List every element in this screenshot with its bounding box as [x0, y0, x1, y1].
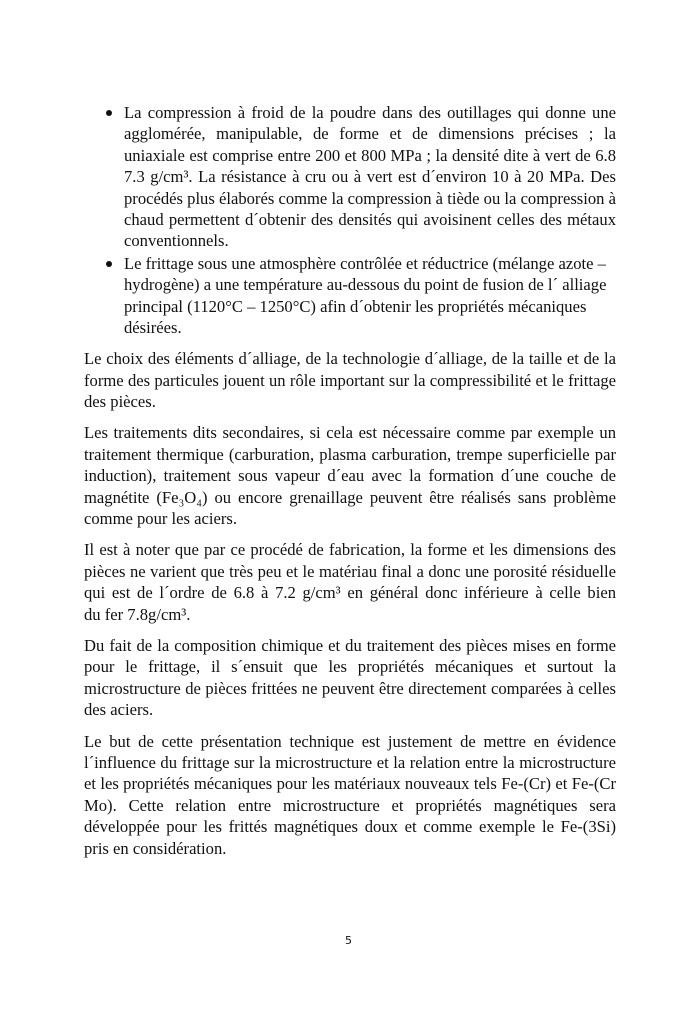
- paragraph: [84, 422, 616, 529]
- paragraph: [84, 348, 616, 412]
- bullet-icon: [106, 110, 112, 116]
- text-line: La compression à froid de la poudre dans des outillages qui donne une: [124, 103, 616, 122]
- text-line: l´influence du frittage sur la microstructure et la relation entre la microstructure: [84, 752, 616, 772]
- text-line: agglomérée, manipulable, de forme et de dimensions précises ; la: [124, 124, 616, 144]
- text-line: comme pour les aciers.: [84, 509, 237, 529]
- text-line: des aciers.: [84, 700, 154, 720]
- document-body: [84, 102, 616, 859]
- text-line: Le but de cette présentation technique est justement de mettre en évidence: [84, 731, 616, 751]
- text-line: Le frittage sous une atmosphère contrôlée et réductrice (mélange azote –: [124, 253, 606, 273]
- text-line: procédés plus élaborés comme la compression à tiède ou la compression à: [124, 188, 616, 208]
- text-line: magnétite (Fe₃O₄) ou encore grenaillage peuvent être réalisés sans problème: [84, 487, 616, 507]
- text-line: pour le frittage, il s´ensuit que les propriétés mécaniques et surtout la: [84, 657, 616, 677]
- text-line: Les traitements dits secondaires, si cela est nécessaire comme par exemple un: [84, 423, 616, 443]
- text-line: uniaxiale est comprise entre 200 et 800 MPa ; la densité dite à vert de 6.8: [124, 145, 616, 165]
- bullet-item: [84, 253, 616, 339]
- bullet-item: [84, 102, 616, 252]
- text-line: principal (1120°C – 1250°C) afin d´obtenir les propriétés mécaniques: [124, 296, 587, 316]
- text-line: pris en considération.: [84, 838, 227, 858]
- text-line: Du fait de la composition chimique et du traitement des pièces mises en forme: [84, 635, 616, 655]
- text-line: microstructure de pièces frittées ne peuvent être directement comparées à celles: [84, 678, 616, 698]
- page-number: 5: [345, 934, 352, 947]
- text-line: pièces ne varient que très peu et le matériau final a donc une porosité résiduelle: [84, 561, 616, 581]
- text-line: désirées.: [124, 317, 182, 337]
- text-line: chaud permettent d´obtenir des densités qui avoisinent celles des métaux: [124, 209, 616, 229]
- text-line: et les propriétés mécaniques pour les matériaux nouveaux tels Fe-(Cr) et Fe-(Cr: [84, 774, 616, 794]
- text-line: des pièces.: [84, 392, 156, 412]
- text-line: Mo). Cette relation entre microstructure et propriétés magnétiques sera: [84, 795, 616, 815]
- paragraph: [84, 731, 616, 859]
- text-line: du fer 7.8g/cm³.: [84, 604, 191, 624]
- text-line: traitement thermique (carburation, plasma carburation, trempe superficielle par: [84, 444, 616, 464]
- text-line: hydrogène) a une température au-dessous du point de fusion de l´ alliage: [124, 275, 607, 295]
- text-line: Le choix des éléments d´alliage, de la technologie d´alliage, de la taille et de la: [84, 349, 616, 369]
- text-line: 7.3 g/cm³. La résistance à cru ou à vert est d´environ 10 à 20 MPa. Des: [124, 167, 616, 187]
- text-line: conventionnels.: [124, 231, 229, 251]
- bullet-icon: [106, 261, 112, 267]
- text-line: induction), traitement sous vapeur d´eau avec la formation d´une couche de: [84, 466, 616, 486]
- paragraph: [84, 539, 616, 625]
- paragraph: [84, 635, 616, 721]
- text-line: Il est à noter que par ce procédé de fabrication, la forme et les dimensions des: [84, 540, 616, 560]
- text-line: qui est de l´ordre de 6.8 à 7.2 g/cm³ en général donc inférieure à celle bien: [84, 583, 616, 603]
- text-line: forme des particules jouent un rôle important sur la compressibilité et le frittage: [84, 370, 616, 390]
- text-line: développée pour les frittés magnétiques doux et comme exemple le Fe-(3Si): [84, 817, 616, 837]
